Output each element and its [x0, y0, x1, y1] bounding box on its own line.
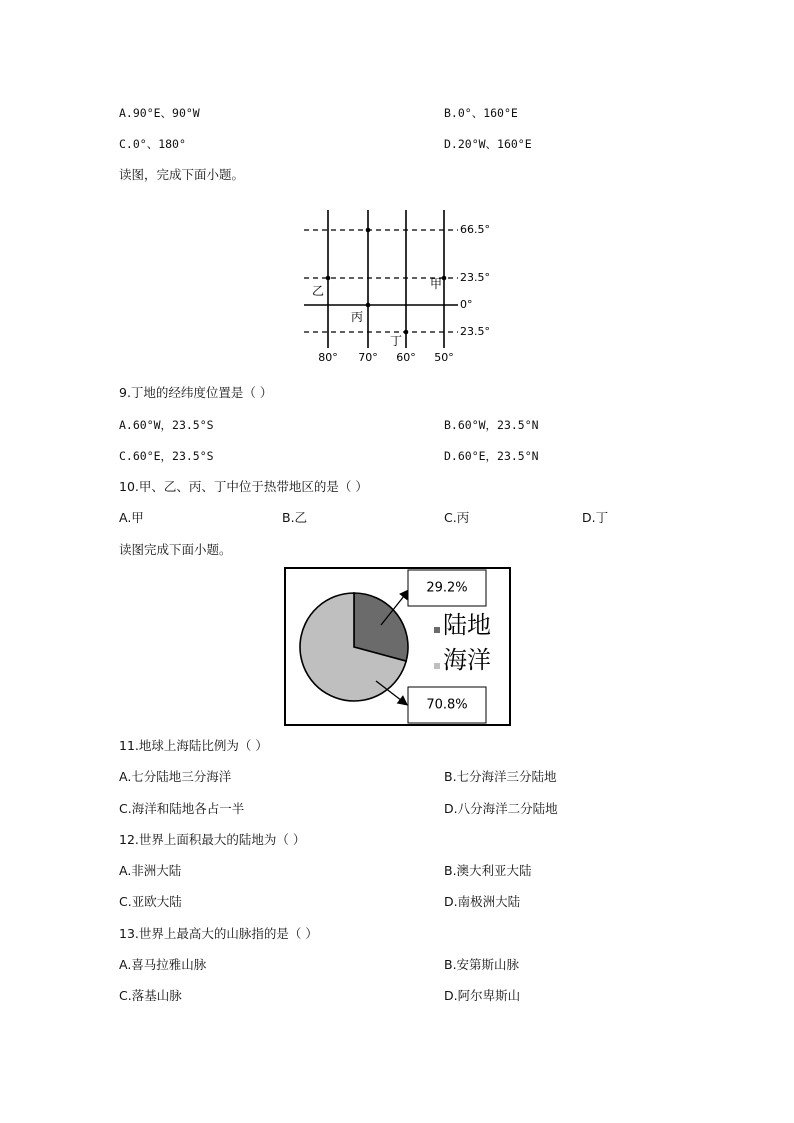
q10-option-d: D.丁 — [582, 510, 609, 525]
point-ding-dot — [404, 330, 409, 335]
point-yi-dot — [326, 276, 331, 281]
q12-stem: 12.世界上面积最大的陆地为（ ） — [119, 832, 306, 847]
legend-label-ocean: 海洋 — [443, 646, 491, 674]
lat-lon-grid-figure — [300, 208, 500, 368]
q9-stem: 9.丁地的经纬度位置是（ ） — [119, 385, 273, 400]
q12-option-c: C.亚欧大陆 — [119, 894, 182, 909]
q13-option-d: D.阿尔卑斯山 — [444, 988, 521, 1003]
lat-label-66-5: 66.5° — [460, 223, 490, 236]
q10-stem: 10.甲、乙、丙、丁中位于热带地区的是（ ） — [119, 479, 368, 494]
lat-label-0: 0° — [460, 298, 473, 311]
q11-option-b: B.七分海洋三分陆地 — [444, 769, 557, 784]
q13-option-c: C.落基山脉 — [119, 988, 182, 1003]
q13-option-a: A.喜马拉雅山脉 — [119, 957, 207, 972]
intro-read-figure-2: 读图完成下面小题。 — [119, 542, 232, 557]
q8-option-a: A.90°E、90°W — [119, 106, 200, 120]
q8-option-c: C.0°、180° — [119, 137, 186, 151]
intro-read-figure: 读图，完成下面小题。 — [119, 167, 245, 182]
q11-option-d: D.八分海洋二分陆地 — [444, 801, 558, 816]
lon-label-70: 70° — [358, 351, 378, 364]
lat-label-23-5-n: 23.5° — [460, 271, 490, 284]
q8-option-b: B.0°、160°E — [444, 106, 518, 120]
ocean-data-label: 70.8% — [426, 697, 468, 713]
q10-option-a: A.甲 — [119, 510, 144, 525]
q12-option-b: B.澳大利亚大陆 — [444, 863, 532, 878]
q11-stem: 11.地球上海陆比例为（ ） — [119, 738, 268, 753]
q9-option-c: C.60°E，23.5°S — [119, 449, 214, 463]
point-jia-dot — [442, 276, 447, 281]
point-bing-dot — [366, 303, 371, 308]
q13-option-b: B.安第斯山脉 — [444, 957, 520, 972]
lon-label-60: 60° — [396, 351, 416, 364]
land-data-label: 29.2% — [426, 580, 468, 596]
point-label-yi: 乙 — [312, 284, 325, 298]
lon-label-50: 50° — [434, 351, 454, 364]
q12-option-d: D.南极洲大陆 — [444, 894, 521, 909]
q9-option-d: D.60°E，23.5°N — [444, 449, 539, 463]
land-ocean-pie-chart — [284, 567, 512, 727]
point-label-bing: 丙 — [351, 310, 364, 324]
lat-label-23-5-s: 23.5° — [460, 325, 490, 338]
point-label-jia: 甲 — [430, 277, 443, 291]
point-label-ding: 丁 — [390, 334, 403, 348]
grid-dot — [366, 228, 371, 233]
q10-option-b: B.乙 — [282, 510, 308, 525]
legend-swatch-ocean — [434, 663, 440, 669]
q10-option-c: C.丙 — [444, 510, 470, 525]
q9-option-b: B.60°W，23.5°N — [444, 418, 539, 432]
q11-option-a: A.七分陆地三分海洋 — [119, 769, 232, 784]
legend-swatch-land — [434, 627, 440, 633]
q13-stem: 13.世界上最高大的山脉指的是（ ） — [119, 926, 318, 941]
q9-option-a: A.60°W，23.5°S — [119, 418, 214, 432]
q12-option-a: A.非洲大陆 — [119, 863, 182, 878]
legend-label-land: 陆地 — [443, 611, 491, 639]
q8-option-d: D.20°W、160°E — [444, 137, 532, 151]
q11-option-c: C.海洋和陆地各占一半 — [119, 801, 245, 816]
lon-label-80: 80° — [318, 351, 338, 364]
